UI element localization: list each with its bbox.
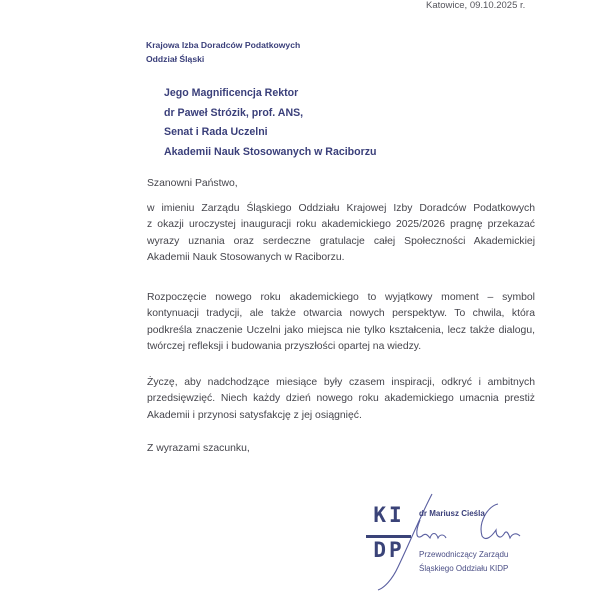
paragraph-line: podkreśla znaczenie Uczelni jako miejsca nie tylko kształcenia, lecz także dialogu, — [147, 324, 535, 336]
signer-title — [419, 548, 508, 576]
letter-date: Katowice, 09.10.2025 r. — [426, 0, 526, 11]
logo-text-bottom: DP — [373, 538, 405, 562]
paragraph-line: z okazji uroczystej inauguracji roku akademickiego 2025/2026 pragnę przekazać — [147, 219, 535, 231]
closing: Z wyrazami szacunku, — [147, 443, 250, 454]
paragraph-line: Rozpoczęcie nowego roku akademickiego to wyjątkowy moment – symbol — [147, 292, 535, 303]
recipient-line: Senat i Rada Uczelni — [164, 126, 268, 138]
recipient-line: dr Paweł Strózik, prof. ANS, — [164, 106, 304, 119]
paragraph-line: przedsięwzięć. Niech każdy dzień nowego roku akademickiego umacnia prestiż — [147, 393, 535, 405]
recipient-block — [164, 84, 377, 162]
sender-block — [146, 38, 300, 66]
paragraph-line: Akademii i przynosi satysfakcję z jej osiągnięć. — [147, 409, 362, 421]
signer-title-line: Śląskiego Oddziału KIDP — [419, 564, 509, 573]
signer-title-line: Przewodniczący Zarządu — [419, 550, 509, 559]
signature-stroke — [417, 520, 446, 538]
paragraph-line: Akademii Nauk Stosowanych w Raciborzu. — [147, 251, 345, 263]
signer-name: dr Mariusz Cieśla — [419, 509, 485, 518]
sender-organization: Krajowa Izba Doradców Podatkowych — [146, 40, 301, 50]
paragraph-line: wyrazy uznania oraz serdeczne gratulacje całej Społeczności Akademickiej — [147, 235, 535, 247]
paragraph-line: twórczej refleksji i budowania przyszłości opartej na wiedzy. — [147, 340, 422, 352]
sender-branch: Oddział Śląski — [146, 54, 205, 64]
greeting: Szanowni Państwo, — [147, 178, 238, 189]
recipient-line: Jego Magnificencja Rektor — [164, 87, 299, 99]
signature-stroke — [481, 504, 520, 538]
recipient-line: Akademii Nauk Stosowanych w Raciborzu — [164, 145, 377, 158]
handwritten-signature — [360, 492, 540, 592]
paragraph-3 — [147, 375, 535, 424]
paragraph-line: w imieniu Zarządu Śląskiego Oddziału Krajowej Izby Doradców Podatkowych — [147, 203, 535, 214]
paragraph-2 — [147, 290, 535, 355]
logo-text-top: KI — [373, 503, 405, 527]
paragraph-1 — [147, 201, 535, 266]
paragraph-line: Życzę, aby nadchodzące miesiące były czasem inspiracji, odkryć i ambitnych — [147, 377, 535, 388]
paragraph-line: kontynuacji tradycji, ale także otwarcia nowych perspektyw. To chwila, która — [147, 308, 535, 320]
